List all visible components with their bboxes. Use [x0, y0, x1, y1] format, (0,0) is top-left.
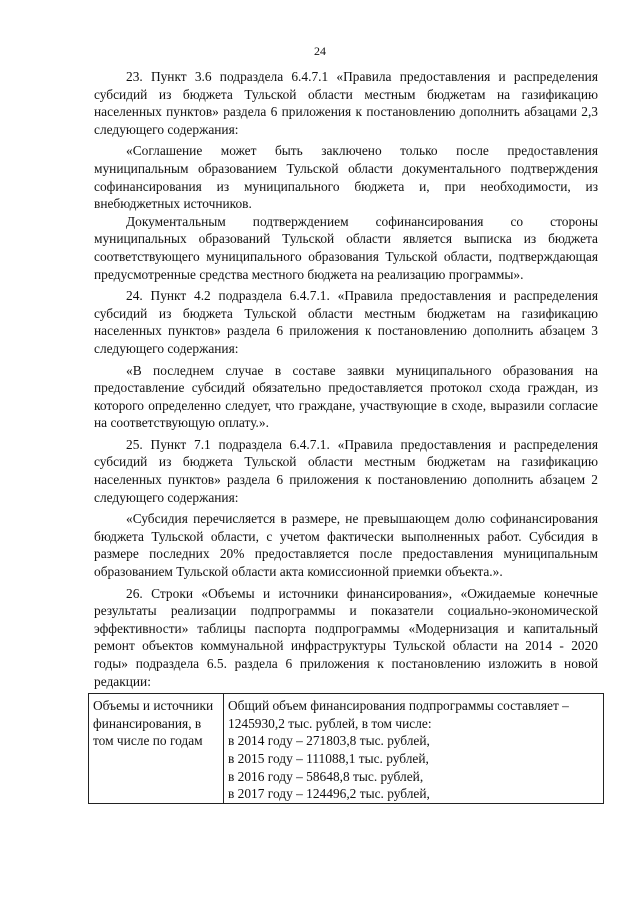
page-number: 24	[314, 44, 326, 58]
paragraph-quote-confirmation: Документальным подтверждением софинансирования со стороны муниципальных образований Тульской области является выписка из бюджета соответствующего муниципального образования Тульской области, подтверждающая предусмотренные средства местного бюджета на реализацию программы».	[94, 213, 598, 282]
paragraph-item-23: 23. Пункт 3.6 подраздела 6.4.7.1 «Правила предоставления и распределения субсидий из бюджета Тульской области местным бюджетам на газификацию населенных пунктов» раздела 6 приложения к постановлению дополнить абзацами 2,3 следующего содержания:	[94, 69, 598, 137]
paragraph-item-24: 24. Пункт 4.2 подраздела 6.4.7.1. «Правила предоставления и распределения субсидий из бюджета Тульской области местным бюджетам на газификацию населенных пунктов» раздела 6 приложения к постановлению дополнить абзацем 3 следующего содержания:	[94, 288, 598, 356]
document-body	[94, 68, 598, 804]
table-row	[89, 694, 604, 804]
paragraph-quote-agreement: «Соглашение может быть заключено только после предоставления муниципальным образованием Тульской области документального подтверждения софинансирования из муниципального бюджета и, при необходимости, из внебюджетных источников.	[94, 143, 598, 212]
financing-year-2014: в 2014 году – 271803,8 тыс. рублей,	[228, 733, 430, 749]
financing-table	[88, 693, 604, 804]
financing-year-2015: в 2015 году – 111088,1 тыс. рублей,	[228, 750, 429, 766]
paragraph-item-26: 26. Строки «Объемы и источники финансирования», «Ожидаемые конечные результаты реализации подпрограммы и показатели социально-экономической эффективности» таблицы паспорта подпрограммы «Модернизация и капитальный ремонт объектов коммунальной инфраструктуры Тульской области на 2014 - 2020 годы» подраздела 6.5. раздела 6 приложения к постановлению изложить в новой редакции:	[94, 585, 598, 689]
financing-year-2016: в 2016 году – 58648,8 тыс. рублей,	[228, 768, 424, 784]
table-cell-financing	[224, 694, 604, 804]
table-cell-label: Объемы и источники финансирования, в том числе по годам	[89, 694, 224, 804]
paragraph-quote-application: «В последнем случае в составе заявки муниципального образования на предоставление субсидий обязательно предоставляется протокол схода граждан, из которого определенно следует, что граждане, участвующие в сходе, выразили согласие на соответствующую оплату.».	[94, 362, 598, 431]
financing-total: Общий объем финансирования подпрограммы составляет – 1245930,2 тыс. рублей, в том числе:	[228, 698, 569, 731]
financing-year-2017: в 2017 году – 124496,2 тыс. рублей,	[228, 786, 430, 802]
paragraph-quote-subsidy: «Субсидия перечисляется в размере, не превышающем долю софинансирования бюджета Тульской области, с учетом фактически выполненных работ. Субсидия в размере последних 20% предоставляется после предоставления муниципальным образованием Тульской области акта комиссионной приемки объекта.».	[94, 511, 598, 580]
paragraph-item-25: 25. Пункт 7.1 подраздела 6.4.7.1. «Правила предоставления и распределения субсидий из бюджета Тульской области местным бюджетам на газификацию населенных пунктов» раздела 6 приложения к постановлению дополнить абзацем 2 следующего содержания:	[94, 436, 598, 505]
